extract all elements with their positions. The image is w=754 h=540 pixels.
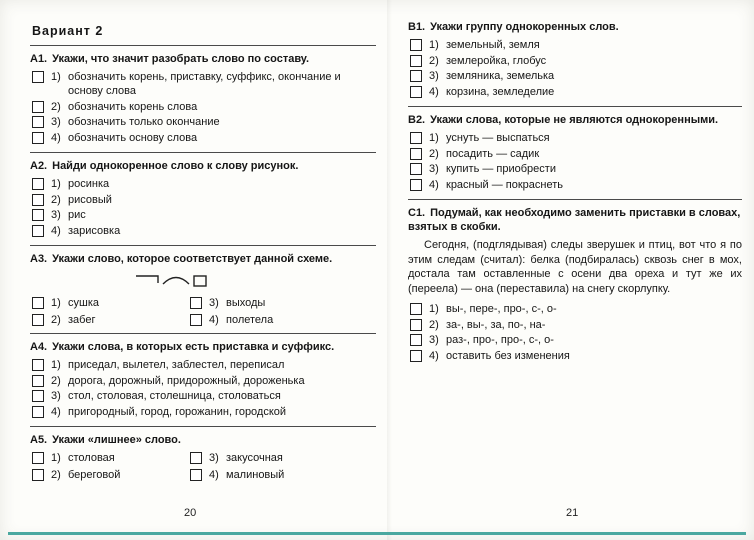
option-number: 1) bbox=[429, 132, 439, 144]
answer-option bbox=[408, 318, 742, 332]
answer-text: 3) раз-, про-, про-, с-, о- bbox=[429, 334, 554, 346]
question-number: С1. bbox=[408, 207, 426, 219]
answer-option bbox=[408, 147, 742, 161]
answer-options bbox=[30, 70, 376, 145]
answer-text: 4) красный — покраснеть bbox=[429, 178, 564, 191]
variant-header bbox=[30, 22, 376, 46]
answer-option bbox=[30, 451, 188, 465]
answer-checkbox[interactable] bbox=[32, 406, 44, 418]
answer-option bbox=[188, 313, 376, 327]
answer-checkbox[interactable] bbox=[410, 303, 422, 315]
answer-checkbox[interactable] bbox=[410, 132, 422, 144]
answer-checkbox[interactable] bbox=[32, 116, 44, 128]
answer-checkbox[interactable] bbox=[32, 390, 44, 402]
answer-checkbox[interactable] bbox=[410, 334, 422, 346]
question-stem: А4. Укажи слова, в которых есть приставка и суффикс. bbox=[30, 341, 335, 353]
answer-checkbox[interactable] bbox=[410, 86, 422, 98]
answer-text: 4) пригородный, город, горожанин, городской bbox=[51, 405, 287, 418]
answer-options bbox=[30, 177, 376, 238]
option-number: 4) bbox=[51, 224, 61, 237]
answer-checkbox[interactable] bbox=[32, 452, 44, 464]
option-number: 3) bbox=[429, 334, 439, 346]
answer-text: 2) рисовый bbox=[51, 193, 112, 206]
task-paragraph: Сегодня, (подглядывая) следы зверушек и птиц, вот что я по этим следам (считал): белка (подбиралась) сквозь снег в мох, достала там оставленные с осени два ореха и тут же их (переела) — она (переставила) на снегу скорлупку. bbox=[408, 239, 742, 295]
answer-options bbox=[30, 451, 376, 482]
option-number: 4) bbox=[209, 314, 219, 326]
option-number: 4) bbox=[209, 469, 219, 481]
answer-text: 2) обозначить корень слова bbox=[51, 100, 198, 113]
answer-text: 2) посадить — садик bbox=[429, 147, 540, 160]
page-number-right: 21 bbox=[566, 507, 579, 519]
answer-checkbox[interactable] bbox=[32, 178, 44, 190]
answer-checkbox[interactable] bbox=[32, 375, 44, 387]
option-number: 3) bbox=[209, 452, 219, 464]
question-stem: В1. Укажи группу однокоренных слов. bbox=[408, 21, 619, 33]
answer-checkbox[interactable] bbox=[410, 163, 422, 175]
ending-symbol bbox=[194, 276, 206, 286]
answer-text: 4) корзина, земледелие bbox=[429, 85, 555, 98]
answer-text: 4) зарисовка bbox=[51, 224, 121, 237]
answer-option bbox=[30, 468, 188, 482]
option-number: 1) bbox=[51, 178, 61, 190]
option-number: 3) bbox=[51, 209, 61, 221]
option-number: 4) bbox=[429, 178, 439, 191]
answer-text: 2) за-, вы-, за, по-, на- bbox=[429, 318, 546, 331]
question-stem: А3. Укажи слово, которое соответствует данной схеме. bbox=[30, 253, 333, 265]
option-number: 3) bbox=[429, 70, 439, 82]
option-number: 1) bbox=[51, 71, 61, 83]
option-number: 4) bbox=[51, 131, 61, 144]
answer-checkbox[interactable] bbox=[410, 70, 422, 82]
answer-checkbox[interactable] bbox=[190, 469, 202, 481]
answer-checkbox[interactable] bbox=[32, 132, 44, 144]
option-number: 4) bbox=[429, 85, 439, 98]
question-number: А5. bbox=[30, 434, 48, 446]
option-number: 2) bbox=[51, 193, 61, 206]
answer-checkbox[interactable] bbox=[190, 297, 202, 309]
answer-text: 3) обозначить только окончание bbox=[51, 116, 220, 128]
question-stem: А5. Укажи «лишнее» слово. bbox=[30, 434, 181, 446]
question-stem: В2. Укажи слова, которые не являются однокоренными. bbox=[408, 114, 719, 126]
answer-options bbox=[408, 38, 742, 99]
answer-text: 3) выходы bbox=[209, 297, 266, 309]
questions-column-right bbox=[408, 20, 742, 370]
option-number: 1) bbox=[51, 359, 61, 371]
option-number: 3) bbox=[429, 163, 439, 175]
answer-option bbox=[408, 54, 742, 68]
root-symbol bbox=[163, 278, 189, 285]
booklet-edge-strip bbox=[8, 532, 746, 535]
answer-option bbox=[30, 115, 376, 129]
answer-option bbox=[30, 313, 188, 327]
question-number: А2. bbox=[30, 160, 48, 172]
answer-text: 1) столовая bbox=[51, 452, 115, 464]
option-number: 1) bbox=[51, 297, 61, 309]
question-С1 bbox=[408, 199, 742, 370]
question-number: А3. bbox=[30, 253, 48, 265]
answer-option bbox=[408, 162, 742, 176]
answer-option bbox=[408, 69, 742, 83]
answer-options bbox=[408, 302, 742, 363]
answer-option bbox=[408, 349, 742, 363]
answer-option bbox=[30, 224, 376, 238]
answer-text: 1) росинка bbox=[51, 178, 110, 190]
option-number: 1) bbox=[51, 452, 61, 464]
answer-option bbox=[408, 178, 742, 192]
question-А5 bbox=[30, 426, 376, 488]
answer-text: 4) оставить без изменения bbox=[429, 349, 570, 362]
option-number: 4) bbox=[429, 349, 439, 362]
option-number: 2) bbox=[51, 469, 61, 481]
answer-checkbox[interactable] bbox=[32, 359, 44, 371]
answer-option bbox=[188, 451, 376, 465]
answer-options bbox=[30, 296, 376, 327]
answer-text: 3) земляника, земелька bbox=[429, 70, 555, 82]
option-number: 3) bbox=[209, 297, 219, 309]
page-gutter-shadow bbox=[387, 0, 392, 540]
answer-option bbox=[30, 208, 376, 222]
option-number: 2) bbox=[429, 318, 439, 331]
answer-text: 1) приседал, вылетел, заблестел, переписал bbox=[51, 359, 285, 371]
answer-checkbox[interactable] bbox=[410, 148, 422, 160]
answer-checkbox[interactable] bbox=[410, 350, 422, 362]
answer-options bbox=[30, 358, 376, 419]
answer-option bbox=[408, 302, 742, 316]
question-number: В1. bbox=[408, 21, 426, 33]
answer-option bbox=[30, 374, 376, 388]
answer-text: 3) закусочная bbox=[209, 452, 283, 464]
word-composition-scheme bbox=[134, 270, 234, 290]
answer-option bbox=[30, 296, 188, 310]
page-left bbox=[30, 22, 376, 488]
page-number-left: 20 bbox=[184, 507, 197, 519]
answer-text: 2) береговой bbox=[51, 469, 121, 481]
answer-option bbox=[30, 177, 376, 191]
answer-options bbox=[408, 131, 742, 192]
answer-option bbox=[30, 389, 376, 403]
answer-text: 1) сушка bbox=[51, 297, 99, 309]
answer-checkbox[interactable] bbox=[32, 469, 44, 481]
answer-option bbox=[30, 405, 376, 419]
answer-text: 3) рис bbox=[51, 209, 86, 221]
answer-checkbox[interactable] bbox=[410, 179, 422, 191]
option-number: 2) bbox=[51, 374, 61, 387]
answer-checkbox[interactable] bbox=[190, 452, 202, 464]
question-А2 bbox=[30, 152, 376, 245]
answer-text: 1) обозначить корень, приставку, суффикс, окончание и основу слова bbox=[51, 71, 341, 97]
answer-option bbox=[188, 468, 376, 482]
questions-column-left bbox=[30, 46, 376, 488]
question-А1 bbox=[30, 46, 376, 152]
question-А4 bbox=[30, 333, 376, 426]
question-number: В2. bbox=[408, 114, 426, 126]
question-stem: А2. Найди однокоренное слово к слову рисунок. bbox=[30, 160, 299, 172]
option-number: 4) bbox=[51, 405, 61, 418]
answer-option bbox=[30, 70, 376, 98]
answer-checkbox[interactable] bbox=[32, 209, 44, 221]
option-number: 2) bbox=[51, 314, 61, 326]
answer-text: 2) землеройка, глобус bbox=[429, 54, 547, 67]
option-number: 2) bbox=[51, 100, 61, 113]
answer-option bbox=[408, 131, 742, 145]
answer-checkbox[interactable] bbox=[410, 319, 422, 331]
answer-text: 1) земельный, земля bbox=[429, 39, 540, 51]
answer-option bbox=[408, 38, 742, 52]
answer-checkbox[interactable] bbox=[32, 297, 44, 309]
answer-text: 2) дорога, дорожный, придорожный, дороженька bbox=[51, 374, 305, 387]
answer-checkbox[interactable] bbox=[410, 55, 422, 67]
answer-option bbox=[30, 131, 376, 145]
question-В1 bbox=[408, 20, 742, 106]
prefix-symbol bbox=[136, 276, 158, 283]
option-number: 3) bbox=[51, 116, 61, 128]
question-В2 bbox=[408, 106, 742, 199]
answer-checkbox[interactable] bbox=[32, 225, 44, 237]
option-number: 1) bbox=[429, 39, 439, 51]
answer-option bbox=[30, 358, 376, 372]
answer-checkbox[interactable] bbox=[32, 314, 44, 326]
option-number: 2) bbox=[429, 54, 439, 67]
answer-option bbox=[408, 85, 742, 99]
question-А3 bbox=[30, 245, 376, 333]
answer-text: 1) вы-, пере-, про-, с-, о- bbox=[429, 303, 557, 315]
answer-checkbox[interactable] bbox=[32, 194, 44, 206]
option-number: 1) bbox=[429, 303, 439, 315]
variant-label: Вариант 2 bbox=[32, 24, 104, 38]
answer-text: 4) малиновый bbox=[209, 469, 285, 481]
answer-text: 2) забег bbox=[51, 314, 96, 326]
answer-checkbox[interactable] bbox=[410, 39, 422, 51]
page-right bbox=[408, 20, 742, 370]
question-number: А1. bbox=[30, 53, 48, 65]
answer-text: 3) купить — приобрести bbox=[429, 163, 556, 175]
answer-checkbox[interactable] bbox=[190, 314, 202, 326]
answer-checkbox[interactable] bbox=[32, 101, 44, 113]
word-scheme bbox=[134, 270, 376, 290]
answer-checkbox[interactable] bbox=[32, 71, 44, 83]
answer-option bbox=[30, 193, 376, 207]
answer-text: 4) обозначить основу слова bbox=[51, 131, 198, 144]
question-stem: С1. Подумай, как необходимо заменить приставки в словах, взятых в скобки. bbox=[408, 207, 741, 233]
option-number: 2) bbox=[429, 147, 439, 160]
question-stem: А1. Укажи, что значит разобрать слово по составу. bbox=[30, 53, 310, 65]
answer-text: 1) уснуть — выспаться bbox=[429, 132, 550, 144]
answer-option bbox=[188, 296, 376, 310]
question-number: А4. bbox=[30, 341, 48, 353]
answer-text: 3) стол, столовая, столешница, столоваться bbox=[51, 390, 281, 402]
answer-text: 4) полетела bbox=[209, 314, 274, 326]
answer-option bbox=[408, 333, 742, 347]
answer-option bbox=[30, 100, 376, 114]
option-number: 3) bbox=[51, 390, 61, 402]
